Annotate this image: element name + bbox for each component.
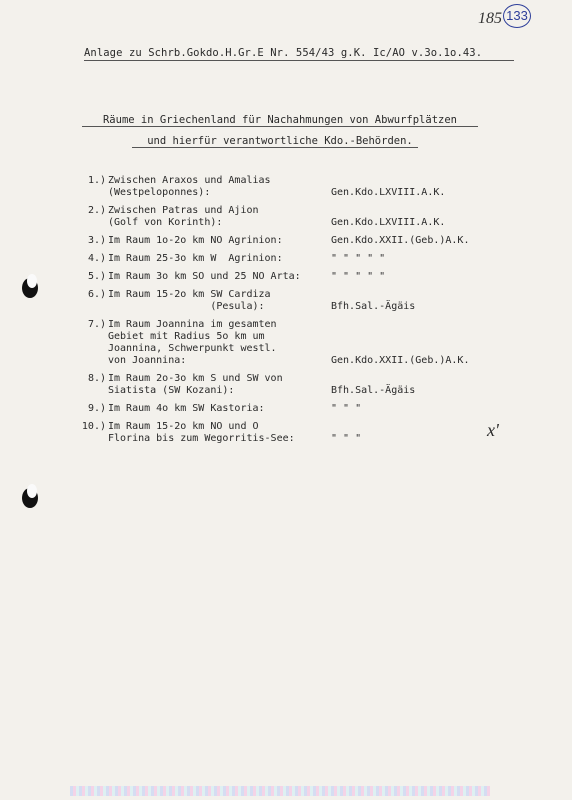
entry-authority: " " " " " (331, 253, 386, 264)
entry-number: 10.) (81, 421, 106, 432)
entry-description: Zwischen Patras und Ajion (Golf von Korinth): (108, 205, 259, 228)
handwritten-tick: x' (487, 420, 499, 440)
title-underline-2 (132, 147, 418, 148)
list-item (78, 205, 548, 229)
list-item (78, 235, 548, 247)
entry-authority: Bfh.Sal.-Ägäis (331, 385, 416, 396)
punch-hole-top (22, 278, 38, 298)
document-header: Anlage zu Schrb.Gokdo.H.Gr.E Nr. 554/43 g.K. Ic/AO v.3o.1o.43. (84, 47, 483, 59)
entry-description: Im Raum 15-2o km SW Cardiza (Pesula): (108, 289, 271, 312)
entry-description: Im Raum 2o-3o km S und SW von Siatista (SW Kozani): (108, 373, 283, 396)
header-underline (84, 60, 514, 61)
entry-authority: " " " (331, 403, 362, 414)
entry-authority: Gen.Kdo.XXII.(Geb.)A.K. (331, 355, 470, 366)
entry-description: Im Raum 15-2o km NO und O Florina bis zum Wegorritis-See: (108, 421, 295, 444)
archive-stamp: 133 (503, 4, 531, 28)
page-number: 185 (478, 10, 502, 27)
entry-authority: Bfh.Sal.-Ägäis (331, 301, 416, 312)
entry-description: Im Raum 4o km SW Kastoria: (108, 403, 265, 414)
entry-number: 3.) (87, 235, 106, 246)
title-underline-1 (82, 126, 478, 127)
entry-number: 2.) (87, 205, 106, 216)
entry-description: Im Raum Joannina im gesamten Gebiet mit Radius 5o km um Joannina, Schwerpunkt westl. von Joannina: (108, 319, 277, 366)
punch-hole-bottom (22, 488, 38, 508)
list-item (78, 271, 548, 283)
entry-description: Im Raum 3o km SO und 25 NO Arta: (108, 271, 301, 282)
document-title (80, 110, 480, 152)
entry-number: 4.) (87, 253, 106, 264)
entry-authority: Gen.Kdo.XXII.(Geb.)A.K. (331, 235, 470, 246)
entry-number: 7.) (87, 319, 106, 330)
entry-description: Im Raum 1o-2o km NO Agrinion: (108, 235, 283, 246)
entry-description: Im Raum 25-3o km W Agrinion: (108, 253, 283, 264)
list-item (78, 175, 548, 199)
title-line-1: Räume in Griechenland für Nachahmungen von Abwurfplätzen (102, 114, 457, 126)
list-item (78, 319, 548, 367)
list-item (78, 253, 548, 265)
entry-list (78, 175, 548, 451)
entry-number: 8.) (87, 373, 106, 384)
entry-description: Zwischen Araxos und Amalias (Westpeloponnes): (108, 175, 271, 198)
entry-number: 6.) (87, 289, 106, 300)
entry-authority: " " " " " (331, 271, 386, 282)
list-item (78, 289, 548, 313)
list-item (78, 421, 548, 445)
entry-authority: " " " (331, 433, 362, 444)
scan-artifact (70, 786, 490, 796)
entry-authority: Gen.Kdo.LXVIII.A.K. (331, 217, 446, 228)
list-item (78, 373, 548, 397)
entry-number: 9.) (87, 403, 106, 414)
entry-authority: Gen.Kdo.LXVIII.A.K. (331, 187, 446, 198)
entry-number: 1.) (87, 175, 106, 186)
entry-number: 5.) (87, 271, 106, 282)
title-line-2: und hierfür verantwortliche Kdo.-Behörden. (147, 135, 413, 147)
list-item (78, 403, 548, 415)
